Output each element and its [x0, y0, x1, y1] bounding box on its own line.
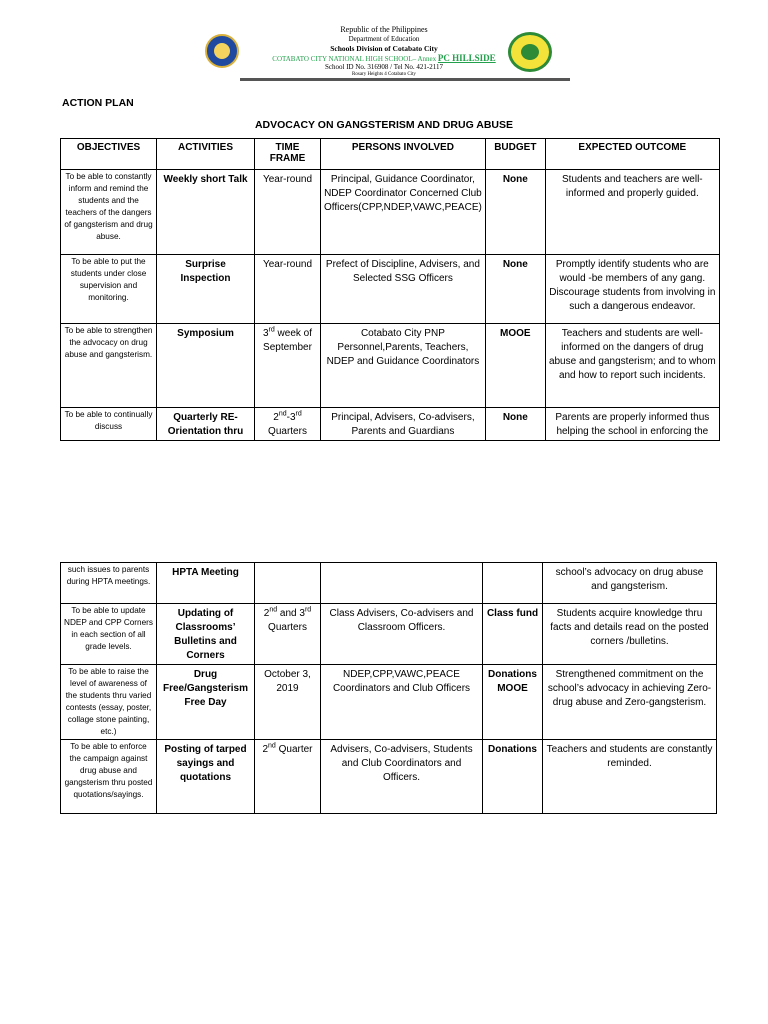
- letterhead-line-division: Schools Division of Cotabato City: [330, 44, 438, 53]
- persons-cell: NDEP,CPP,VAWC,PEACE Coordinators and Club Officers: [321, 665, 483, 740]
- letterhead-line-republic: Republic of the Philippines: [340, 25, 428, 34]
- letterhead-divider: [240, 78, 570, 81]
- school-brand: PC HILLSIDE: [437, 53, 496, 63]
- table-row: [61, 408, 720, 441]
- table-row: [61, 255, 720, 324]
- action-plan-table-part2: [60, 562, 717, 814]
- budget-cell: Donations MOOE: [483, 665, 543, 740]
- header-persons-involved: PERSONS INVOLVED: [321, 139, 486, 170]
- objective-cell: To be able to raise the level of awareness of the students thru varied contests (essay, poster, collage stone painting, etc.): [61, 665, 157, 740]
- time-frame-text: 2: [263, 608, 270, 619]
- budget-cell: Class fund: [483, 604, 543, 665]
- outcome-cell: Teachers and students are well-informed on the dangers of drug abuse and gangsterism; and to whom and how to report such incidents.: [545, 324, 719, 408]
- persons-cell: Cotabato City PNP Personnel,Parents, Teachers, NDEP and Guidance Coordinators: [321, 324, 486, 408]
- time-frame-cell: [255, 408, 321, 441]
- objective-cell: To be able to put the students under close supervision and monitoring.: [61, 255, 157, 324]
- objective-cell: such issues to parents during HPTA meetings.: [61, 563, 157, 604]
- time-frame-text: Quarter: [275, 744, 313, 755]
- time-frame-text: week of September: [263, 328, 313, 353]
- action-plan-table-part1: [60, 138, 720, 441]
- budget-cell: [483, 563, 543, 604]
- budget-cell: None: [485, 408, 545, 441]
- time-frame-suffix: nd: [269, 606, 278, 614]
- activity-cell: Updating of Classrooms’ Bulletins and Corners: [157, 604, 255, 665]
- activity-cell: Quarterly RE-Orientation thru: [157, 408, 255, 441]
- objective-cell: To be able to update NDEP and CPP Corners in each section of all grade levels.: [61, 604, 157, 665]
- time-frame-text: 2: [262, 744, 269, 755]
- activity-cell: Surprise Inspection: [157, 255, 255, 324]
- persons-cell: [321, 563, 483, 604]
- time-frame-suffix: rd: [295, 410, 302, 418]
- objective-cell: To be able to constantly inform and remind the students and the teachers of the dangers of gangsterism and drug abuse.: [61, 170, 157, 255]
- outcome-cell: Strengthened commitment on the school’s advocacy in achieving Zero-drug abuse and Zero-gangsterism.: [543, 665, 717, 740]
- letterhead-line-school-id: School ID No. 316908 / Tel No. 421-2117: [325, 63, 443, 71]
- outcome-cell: Students acquire knowledge thru facts and details read on the posted corners /bulletins.: [543, 604, 717, 665]
- objective-cell: To be able to enforce the campaign against drug abuse and gangsterism thru posted quotations/sayings.: [61, 740, 157, 814]
- letterhead-line-school: [0, 53, 768, 63]
- objective-cell: To be able to strengthen the advocacy on drug abuse and gangsterism.: [61, 324, 157, 408]
- time-frame-suffix: nd: [268, 742, 276, 750]
- outcome-cell: Students and teachers are well-informed and properly guided.: [545, 170, 719, 255]
- budget-cell: None: [485, 170, 545, 255]
- time-frame-suffix: nd: [278, 410, 287, 418]
- activity-cell: Weekly short Talk: [157, 170, 255, 255]
- letterhead-line-address: Rosary Heights 4 Cotabato City: [352, 72, 416, 77]
- time-frame-cell: [255, 324, 321, 408]
- table-header-row: [61, 139, 720, 170]
- time-frame-suffix: rd: [268, 326, 275, 334]
- outcome-cell: Parents are properly informed thus helping the school in enforcing the: [545, 408, 719, 441]
- outcome-cell: Teachers and students are constantly reminded.: [543, 740, 717, 814]
- persons-cell: Principal, Guidance Coordinator, NDEP Coordinator Concerned Club Officers(CPP,NDEP,VAWC,PEACE): [321, 170, 486, 255]
- section-label: ACTION PLAN: [62, 97, 134, 109]
- budget-cell: Donations: [483, 740, 543, 814]
- school-name: COTABATO CITY NATIONAL HIGH SCHOOL– Annex: [272, 55, 437, 63]
- time-frame-cell: Year-round: [255, 255, 321, 324]
- time-frame-text: 3: [262, 328, 269, 339]
- time-frame-cell: Year-round: [255, 170, 321, 255]
- time-frame-text: and 3: [277, 608, 305, 619]
- outcome-cell: school’s advocacy on drug abuse and gangsterism.: [543, 563, 717, 604]
- activity-cell: Symposium: [157, 324, 255, 408]
- time-frame-cell: [255, 740, 321, 814]
- letterhead-line-department: Department of Education: [348, 35, 420, 43]
- activity-cell: Posting of tarped sayings and quotations: [157, 740, 255, 814]
- header-time-frame: TIME FRAME: [255, 139, 321, 170]
- time-frame-text: Quarters: [268, 622, 307, 633]
- time-frame-suffix: rd: [304, 606, 312, 614]
- header-activities: ACTIVITIES: [157, 139, 255, 170]
- objective-cell: To be able to continually discuss: [61, 408, 157, 441]
- activity-cell: HPTA Meeting: [157, 563, 255, 604]
- outcome-cell: Promptly identify students who are would -be members of any gang. Discourage students from involving in such a dangerous endeavor.: [545, 255, 719, 324]
- table-row: [61, 740, 717, 814]
- time-frame-cell: October 3, 2019: [255, 665, 321, 740]
- header-expected-outcome: EXPECTED OUTCOME: [545, 139, 719, 170]
- header-objectives: OBJECTIVES: [61, 139, 157, 170]
- table-row: [61, 170, 720, 255]
- header-budget: BUDGET: [485, 139, 545, 170]
- time-frame-cell: [255, 563, 321, 604]
- time-frame-text: -3: [286, 412, 296, 423]
- table-row: [61, 324, 720, 408]
- persons-cell: Principal, Advisers, Co-advisers, Parents and Guardians: [321, 408, 486, 441]
- persons-cell: Class Advisers, Co-advisers and Classroom Officers.: [321, 604, 483, 665]
- table-row: [61, 665, 717, 740]
- table-row: [61, 563, 717, 604]
- budget-cell: MOOE: [485, 324, 545, 408]
- time-frame-text: 2: [273, 412, 279, 423]
- persons-cell: Advisers, Co-advisers, Students and Club Coordinators and Officers.: [321, 740, 483, 814]
- persons-cell: Prefect of Discipline, Advisers, and Selected SSG Officers: [321, 255, 486, 324]
- page-title: ADVOCACY ON GANGSTERISM AND DRUG ABUSE: [254, 119, 514, 131]
- time-frame-text: Quarters: [268, 426, 307, 437]
- time-frame-cell: [255, 604, 321, 665]
- activity-cell: Drug Free/Gangsterism Free Day: [157, 665, 255, 740]
- budget-cell: None: [485, 255, 545, 324]
- table-row: [61, 604, 717, 665]
